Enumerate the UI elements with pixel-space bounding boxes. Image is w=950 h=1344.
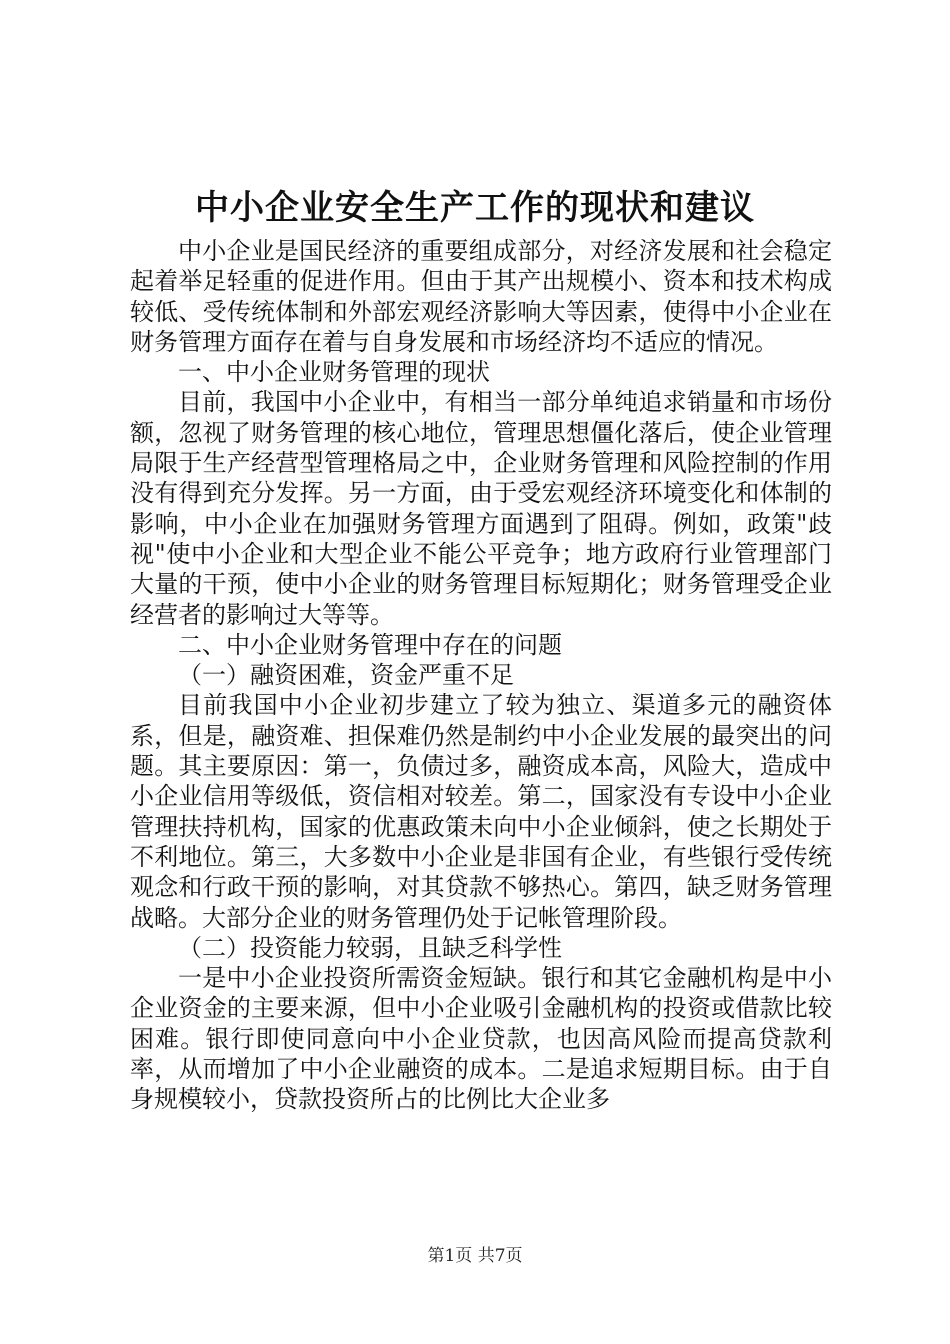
paragraph-intro: 中小企业是国民经济的重要组成部分，对经济发展和社会稳定起着举足轻重的促进作用。但由于其产出规模小、资本和技术构成较低、受传统体制和外部宏观经济影响大等因素，使得中小企业在财务管理方面存在着与自身发展和市场经济均不适应的情况。 (130, 237, 832, 356)
page-footer: 第1页 共7页 (427, 1246, 523, 1266)
document-body (130, 236, 832, 1115)
subsection-heading-1: （一）融资困难，资金严重不足 (178, 661, 514, 690)
document-title: 中小企业安全生产工作的现状和建议 (195, 188, 755, 228)
section-heading-1: 一、中小企业财务管理的现状 (178, 358, 490, 387)
paragraph-financing: 目前我国中小企业初步建立了较为独立、渠道多元的融资体系，但是，融资难、担保难仍然是制约中小企业发展的最突出的问题。其主要原因：第一，负债过多，融资成本高，风险大，造成中小企业信用等级低，资信相对较差。第二，国家没有专设中小企业管理扶持机构，国家的优惠政策未向中小企业倾斜，使之长期处于不利地位。第三，大多数中小企业是非国有企业，有些银行受传统观念和行政干预的影响，对其贷款不够热心。第四，缺乏财务管理战略。大部分企业的财务管理仍处于记帐管理阶段。 (130, 691, 832, 932)
subsection-heading-2: （二）投资能力较弱，且缺乏科学性 (178, 933, 562, 962)
section-heading-2: 二、中小企业财务管理中存在的问题 (178, 630, 562, 659)
paragraph-investment: 一是中小企业投资所需资金短缺。银行和其它金融机构是中小企业资金的主要来源，但中小企业吸引金融机构的投资或借款比较困难。银行即使同意向中小企业贷款，也因高风险而提高贷款利率，从而增加了中小企业融资的成本。二是追求短期目标。由于自身规模较小，贷款投资所占的比例比大企业多 (130, 964, 832, 1114)
paragraph-status: 目前，我国中小企业中，有相当一部分单纯追求销量和市场份额，忽视了财务管理的核心地位，管理思想僵化落后，使企业管理局限于生产经营型管理格局之中，企业财务管理和风险控制的作用没有得到充分发挥。另一方面，由于受宏观经济环境变化和体制的影响，中小企业在加强财务管理方面遇到了阻碍。例如，政策"歧视"使中小企业和大型企业不能公平竞争；地方政府行业管理部门大量的干预，使中小企业的财务管理目标短期化；财务管理受企业经营者的影响过大等等。 (130, 388, 832, 629)
